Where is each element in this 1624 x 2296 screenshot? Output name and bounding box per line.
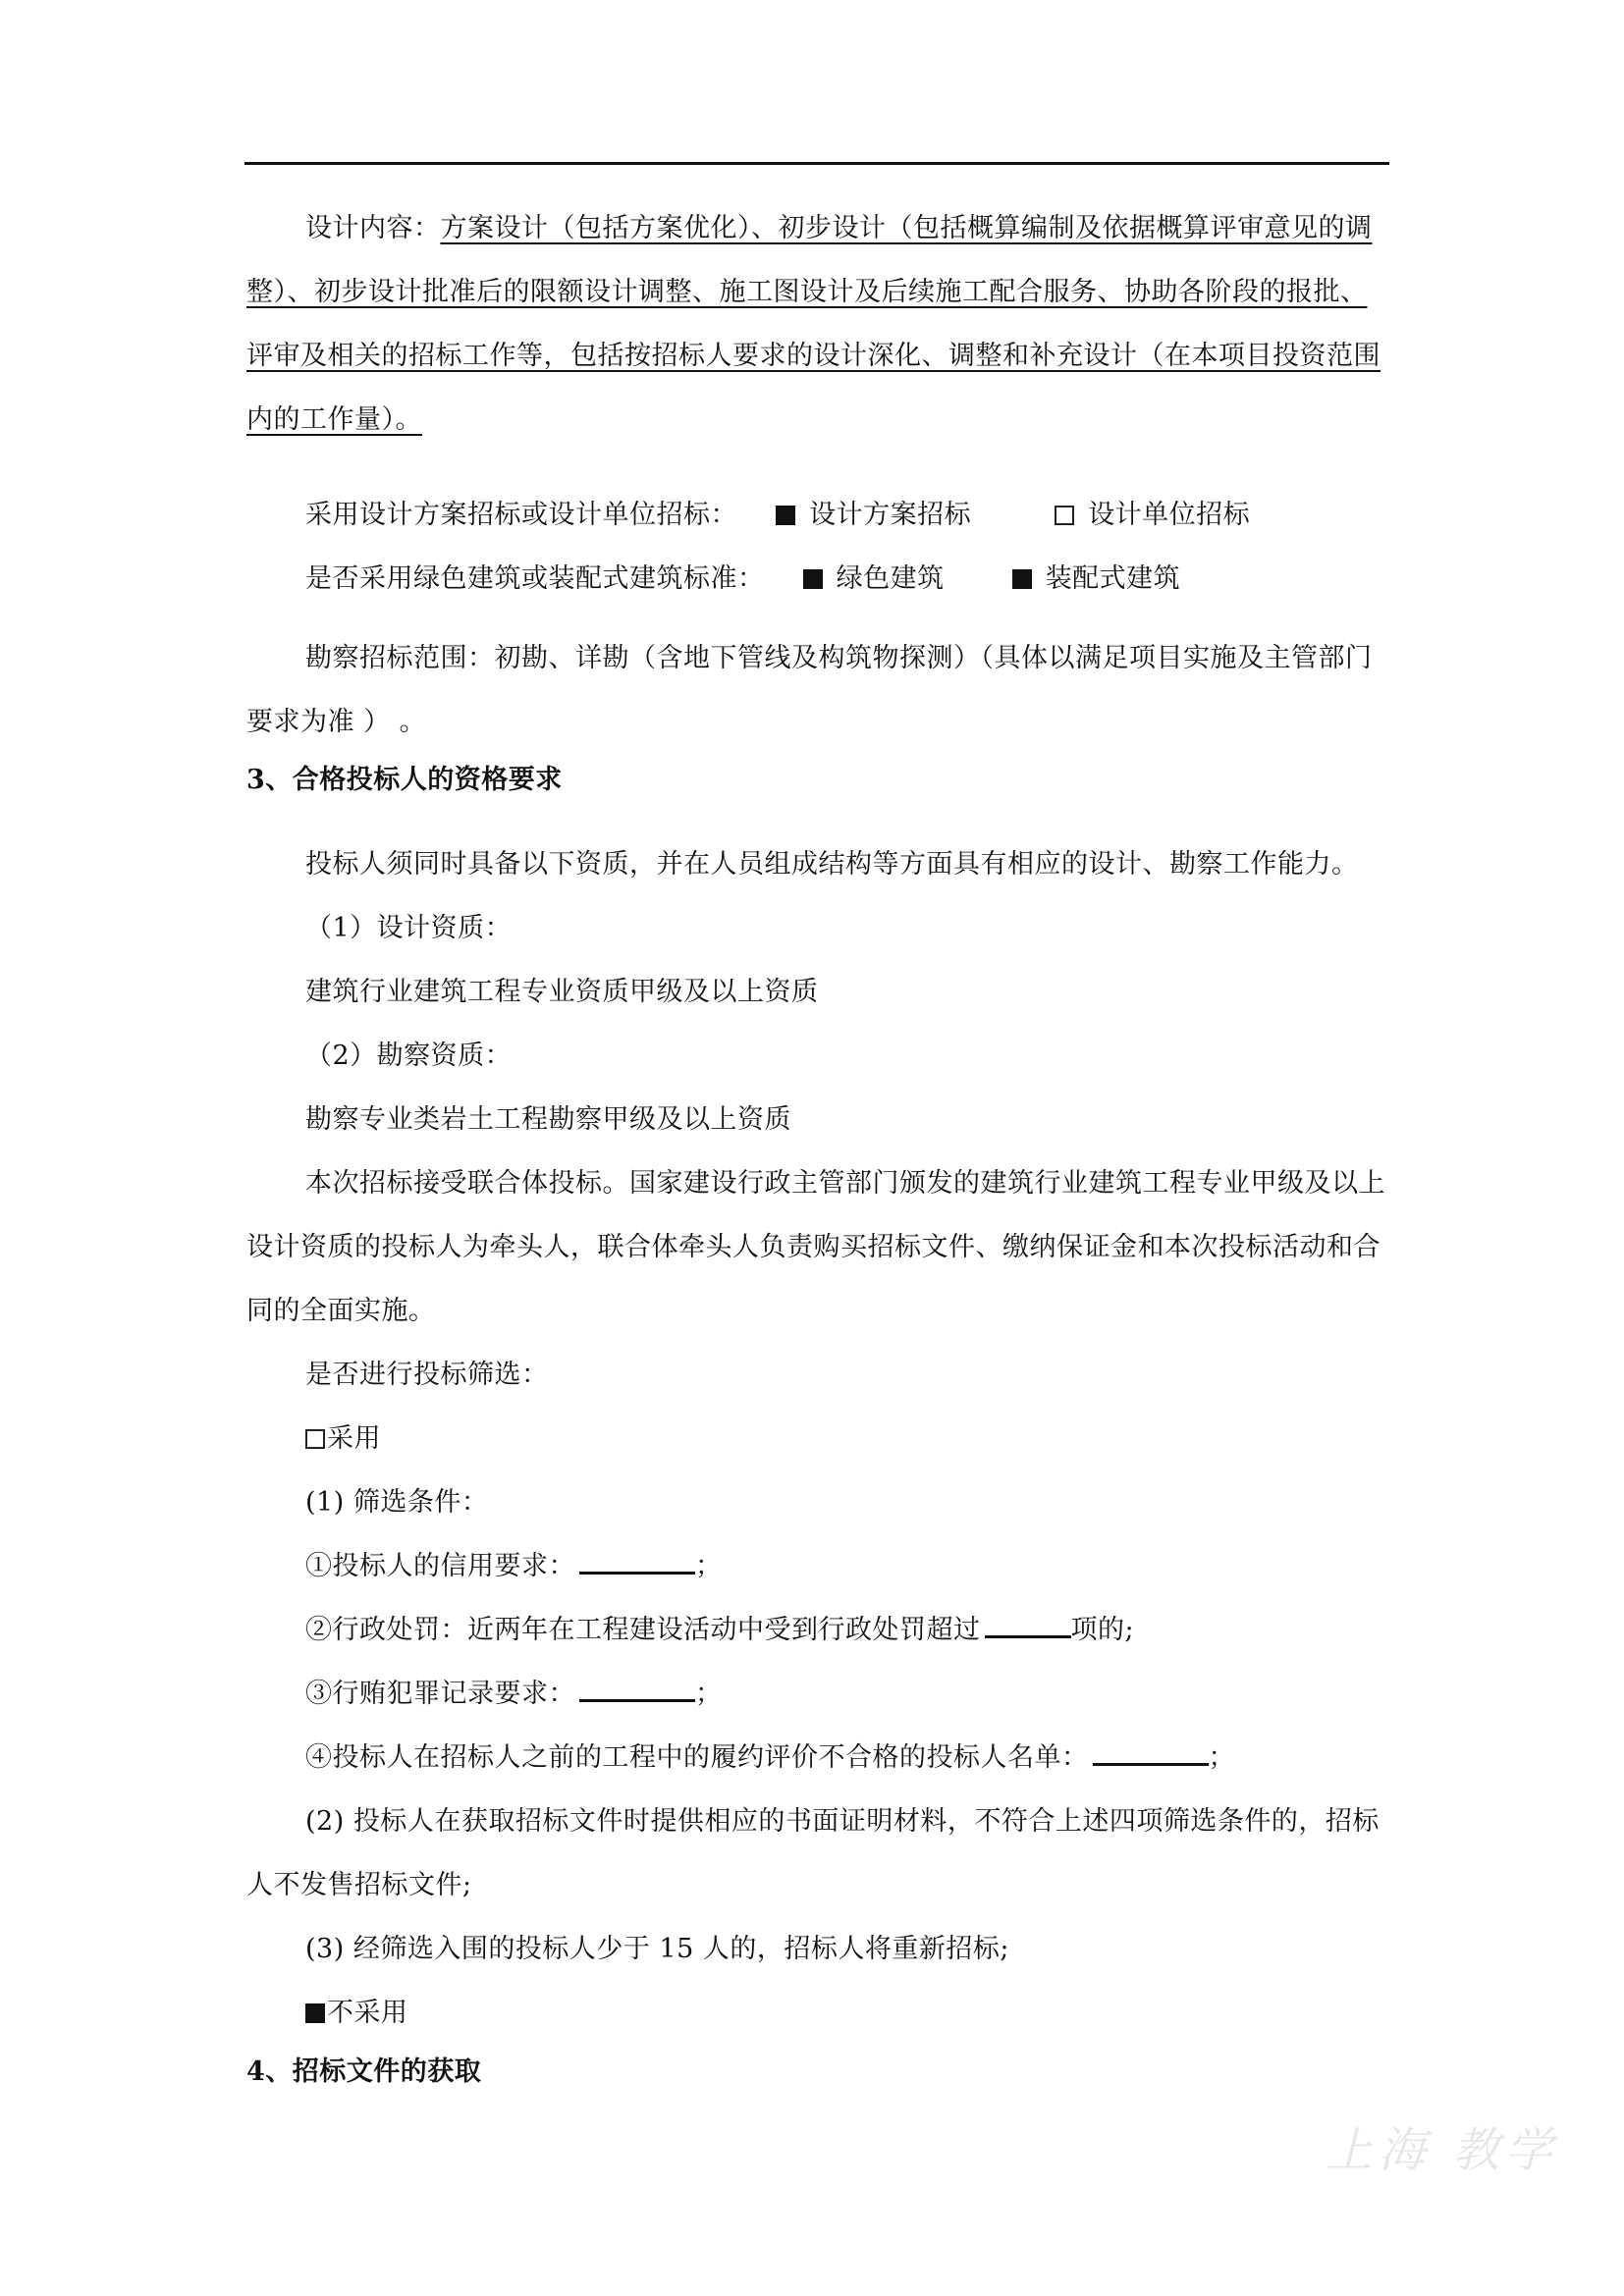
bid-method-line <box>305 483 1250 547</box>
green-option-green[interactable] <box>803 547 945 611</box>
design-qualification-value: 建筑行业建筑工程专业资质甲级及以上资质 <box>305 977 819 1007</box>
screening-not-adopt-label: 不采用 <box>327 1998 408 2028</box>
condition-bribery-blank[interactable] <box>579 1674 695 1702</box>
condition-bribery-semicolon: ； <box>695 1679 723 1709</box>
survey-qualification-label: （2）勘察资质： <box>305 1041 513 1071</box>
screening-conditions-label: (1) 筛选条件： <box>305 1487 489 1518</box>
screening-rule-3: (3) 经筛选入围的投标人少于 15 人的，招标人将重新招标; <box>305 1934 1009 1964</box>
survey-scope-paragraph: 勘察招标范围：初勘、详勘（含地下管线及构筑物探测）（具体以满足项目实施及主管部门要求为准 ） 。 <box>246 643 1373 737</box>
condition-bribery <box>305 1662 723 1726</box>
checkbox-empty-icon <box>1055 506 1074 525</box>
screening-question: 是否进行投标筛选： <box>305 1360 549 1390</box>
watermark-logo: 上海 教学 <box>1326 2123 1559 2178</box>
checkbox-filled-icon <box>776 506 795 525</box>
consortium-paragraph: 本次招标接受联合体投标。国家建设行政主管部门颁发的建筑行业建筑工程专业甲级及以上设计资质的投标人为牵头人，联合体牵头人负责购买招标文件、缴纳保证金和本次投标活动和合同的全面实施。 <box>246 1168 1385 1326</box>
condition-performance-blank[interactable] <box>1093 1737 1209 1766</box>
green-option-prefab[interactable] <box>1012 547 1181 611</box>
section3-heading: 3、合格投标人的资格要求 <box>246 765 563 795</box>
condition-credit-blank[interactable] <box>579 1546 695 1575</box>
condition-performance-text: ④投标人在招标人之前的工程中的履约评价不合格的投标人名单： <box>305 1742 1089 1773</box>
design-content-label: 设计内容： <box>305 213 441 243</box>
green-building-line <box>305 547 1180 611</box>
design-content-text: 方案设计（包括方案优化）、初步设计（包括概算编制及依据概算评审意见的调整）、初步设计批准后的限额设计调整、施工图设计及后续施工配合服务、协助各阶段的报批、评审及相关的招标工作等，包括按招标人要求的设计深化、调整和补充设计（在本项目投资范围内的工作量）。 <box>246 213 1380 435</box>
checkbox-empty-icon <box>305 1429 325 1449</box>
bid-option-unit[interactable] <box>1055 483 1250 547</box>
section4-heading: 4、招标文件的获取 <box>246 2056 482 2087</box>
section3-intro: 投标人须同时具备以下资质，并在人员组成结构等方面具有相应的设计、勘察工作能力。 <box>305 849 1359 880</box>
condition-bribery-text: ③行贿犯罪记录要求： <box>305 1679 575 1709</box>
condition-penalty-text: ②行政处罚：近两年在工程建设活动中受到行政处罚超过 <box>305 1615 981 1645</box>
checkbox-filled-icon <box>803 569 823 589</box>
design-content-paragraph <box>246 196 1387 452</box>
condition-credit <box>305 1534 723 1598</box>
condition-penalty-blank[interactable] <box>985 1610 1071 1638</box>
bid-option-unit-label: 设计单位招标 <box>1088 500 1251 530</box>
checkbox-filled-icon <box>305 2003 325 2023</box>
condition-penalty <box>305 1598 1134 1662</box>
screening-rule-2: (2) 投标人在获取招标文件时提供相应的书面证明材料，不符合上述四项筛选条件的，招标人不发售招标文件; <box>246 1806 1380 1900</box>
bid-method-question: 采用设计方案招标或设计单位招标： <box>305 500 737 530</box>
green-option-prefab-label: 装配式建筑 <box>1045 563 1181 594</box>
green-building-question: 是否采用绿色建筑或装配式建筑标准： <box>305 563 765 594</box>
header-rule <box>244 162 1389 165</box>
condition-credit-text: ①投标人的信用要求： <box>305 1551 575 1581</box>
condition-performance <box>305 1726 1235 1789</box>
checkbox-filled-icon <box>1012 569 1032 589</box>
screening-adopt-label: 采用 <box>327 1423 381 1454</box>
design-qualification-label: （1）设计资质： <box>305 913 513 943</box>
screening-adopt-option[interactable] <box>305 1407 381 1470</box>
bid-option-scheme[interactable] <box>776 483 971 547</box>
bid-option-scheme-label: 设计方案招标 <box>809 500 972 530</box>
screening-not-adopt-option[interactable] <box>305 1981 408 2045</box>
condition-penalty-suffix: 项的; <box>1070 1615 1135 1645</box>
survey-qualification-value: 勘察专业类岩土工程勘察甲级及以上资质 <box>305 1104 791 1135</box>
green-option-green-label: 绿色建筑 <box>836 563 945 594</box>
condition-performance-semicolon: ； <box>1208 1742 1235 1773</box>
condition-credit-semicolon: ； <box>695 1551 723 1581</box>
